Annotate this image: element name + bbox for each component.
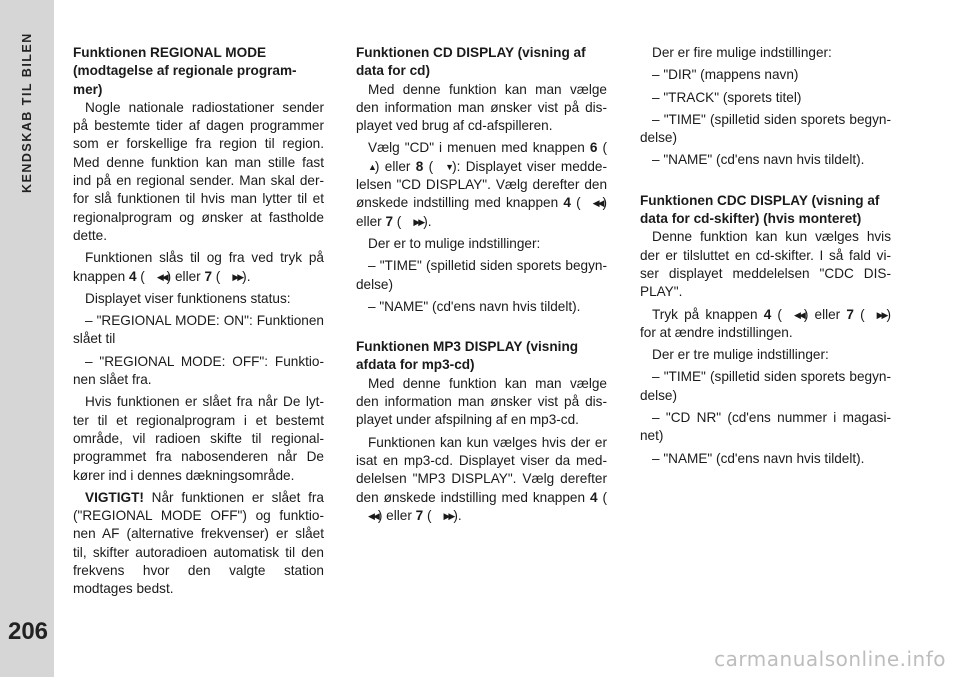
up-triangle-icon: ▲ [368, 161, 375, 172]
watermark: carmanualsonline.info [714, 647, 946, 671]
paragraph: Tryk på knappen 4 ( ◀◀) eller 7 ( ▶▶) for at ændre indstillingen. [640, 306, 892, 340]
fast-forward-icon: ▶▶ [876, 309, 887, 320]
list-item: – "NAME" (cd'ens navn hvis tildelt). [652, 152, 865, 168]
list-item: – "CD NR" (cd'ens nummer i magasi-net) [640, 410, 891, 444]
key-7: 7 [385, 213, 394, 229]
rewind-icon: ◀◀ [368, 510, 378, 521]
list-item: – "TIME" (spilletid siden sporets begyn-delse) [640, 369, 891, 403]
key-8: 8 [415, 158, 424, 174]
fast-forward-icon: ▶▶ [443, 510, 454, 521]
list-item: – "REGIONAL MODE: ON": Funktionen slået til [73, 313, 324, 347]
section-title: KENDSKAB TIL BILEN [20, 32, 34, 193]
list-item: – "TRACK" (sporets titel) [652, 89, 802, 105]
heading-cd-display: Funktionen CD DISPLAY (visning af data for cd) [356, 45, 586, 79]
paragraph: Med denne funktion kan man vælge den information man ønsker vist på dis-playet ved brug af cd-afspilleren. [356, 81, 607, 134]
list-item: – "TIME" (spilletid siden sporets begyn-delse) [356, 258, 607, 292]
sidebar [0, 0, 54, 677]
paragraph: Der er fire mulige indstillinger: [652, 45, 832, 60]
key-4: 4 [763, 306, 772, 322]
list-item: – "NAME" (cd'ens navn hvis tildelt). [652, 450, 865, 466]
list-item: – "TIME" (spilletid siden sporets begyn-delse) [640, 111, 891, 146]
list-item: – "NAME" (cd'ens navn hvis tildelt). [368, 298, 581, 314]
paragraph: Der er to mulige indstillinger: [368, 235, 541, 251]
key-4: 4 [563, 195, 571, 211]
paragraph: Denne funktion kan kun vælges hvis der er tilsluttet en cd-skifter. I så fald vi-ser displayet meddelelsen "CDC DIS-PLAY". [640, 229, 891, 300]
key-7: 7 [846, 306, 854, 322]
paragraph: Vælg "CD" i menuen med knappen 6 (▲) eller 8 ( ▼): Displayet viser medde-lelsen "CD DISPLAY". Vælg derefter den ønskede indstilling med knappen 4 ( ◀◀) eller 7 ( ▶▶). [356, 139, 607, 230]
rewind-icon: ◀◀ [793, 309, 804, 320]
paragraph: Funktionen kan kun vælges hvis der er isat en mp3-cd. Displayet viser da med-delelsen "MP3 DISPLAY". Vælg derefter den ønskede indstilling med knappen 4 (◀◀) eller 7 ( ▶▶). [356, 434, 607, 525]
key-4: 4 [128, 268, 137, 284]
list-item: – "REGIONAL MODE: OFF": Funktio-nen slået fra. [73, 353, 324, 388]
down-triangle-icon: ▼ [445, 161, 453, 172]
list-item: – "DIR" (mappens navn) [652, 67, 799, 83]
paragraph: Med denne funktion kan man vælge den information man ønsker vist på dis-playet under afspilning af en mp3-cd. [356, 375, 607, 428]
key-7: 7 [204, 268, 213, 284]
page-number: 206 [7, 618, 49, 645]
heading-cdc-display: Funktionen CDC DISPLAY (visning af data for cd-skifter) (hvis monteret) [640, 192, 880, 227]
column-1 [73, 44, 324, 603]
warning-label: VIGTIGT! [85, 489, 144, 505]
fast-forward-icon: ▶▶ [413, 216, 424, 227]
paragraph: Nogle nationale radiostationer sender på bestemte tider af dagen programmer som er forskellige fra region til region. Med denne funktion kan man stille fast ind på en regional sender. Man skal der-for slå funktionen til hvis man lytter til et regionalprogram og ønsker at fastholde dette. [73, 99, 324, 243]
key-7: 7 [415, 507, 424, 523]
key-6: 6 [589, 140, 598, 156]
paragraph: Funktionen slås til og fra ved tryk på knappen 4 ( ◀◀) eller 7 ( ▶▶). [73, 249, 324, 286]
column-3 [640, 44, 891, 472]
key-4: 4 [589, 489, 598, 505]
paragraph: Displayet viser funktionens status: [85, 290, 291, 306]
rewind-icon: ◀◀ [156, 271, 167, 282]
fast-forward-icon: ▶▶ [232, 271, 243, 282]
rewind-icon: ◀◀ [592, 198, 603, 209]
column-2 [356, 44, 607, 529]
paragraph: Hvis funktionen er slået fra når De lyt-ter til et regionalprogram i et bestemt område, vil radioen skifte til regional-programmet fra nabosenderen når De kører ind i dennes dækningsområde. [73, 394, 324, 483]
heading-regional-mode: Funktionen REGIONAL MODE (modtagelse af regionale program-mer) [73, 45, 297, 97]
paragraph-warning: VIGTIGT! Når funktionen er slået fra ("REGIONAL MODE OFF") og funktio-nen AF (alternative frekvenser) er slået til, skifter autoradioen automatisk til den frekvens hvor den valgte station modtages bedst. [73, 489, 324, 597]
paragraph: Der er tre mulige indstillinger: [652, 347, 829, 363]
heading-mp3-display: Funktionen MP3 DISPLAY (visning afdata for mp3-cd) [356, 339, 579, 373]
